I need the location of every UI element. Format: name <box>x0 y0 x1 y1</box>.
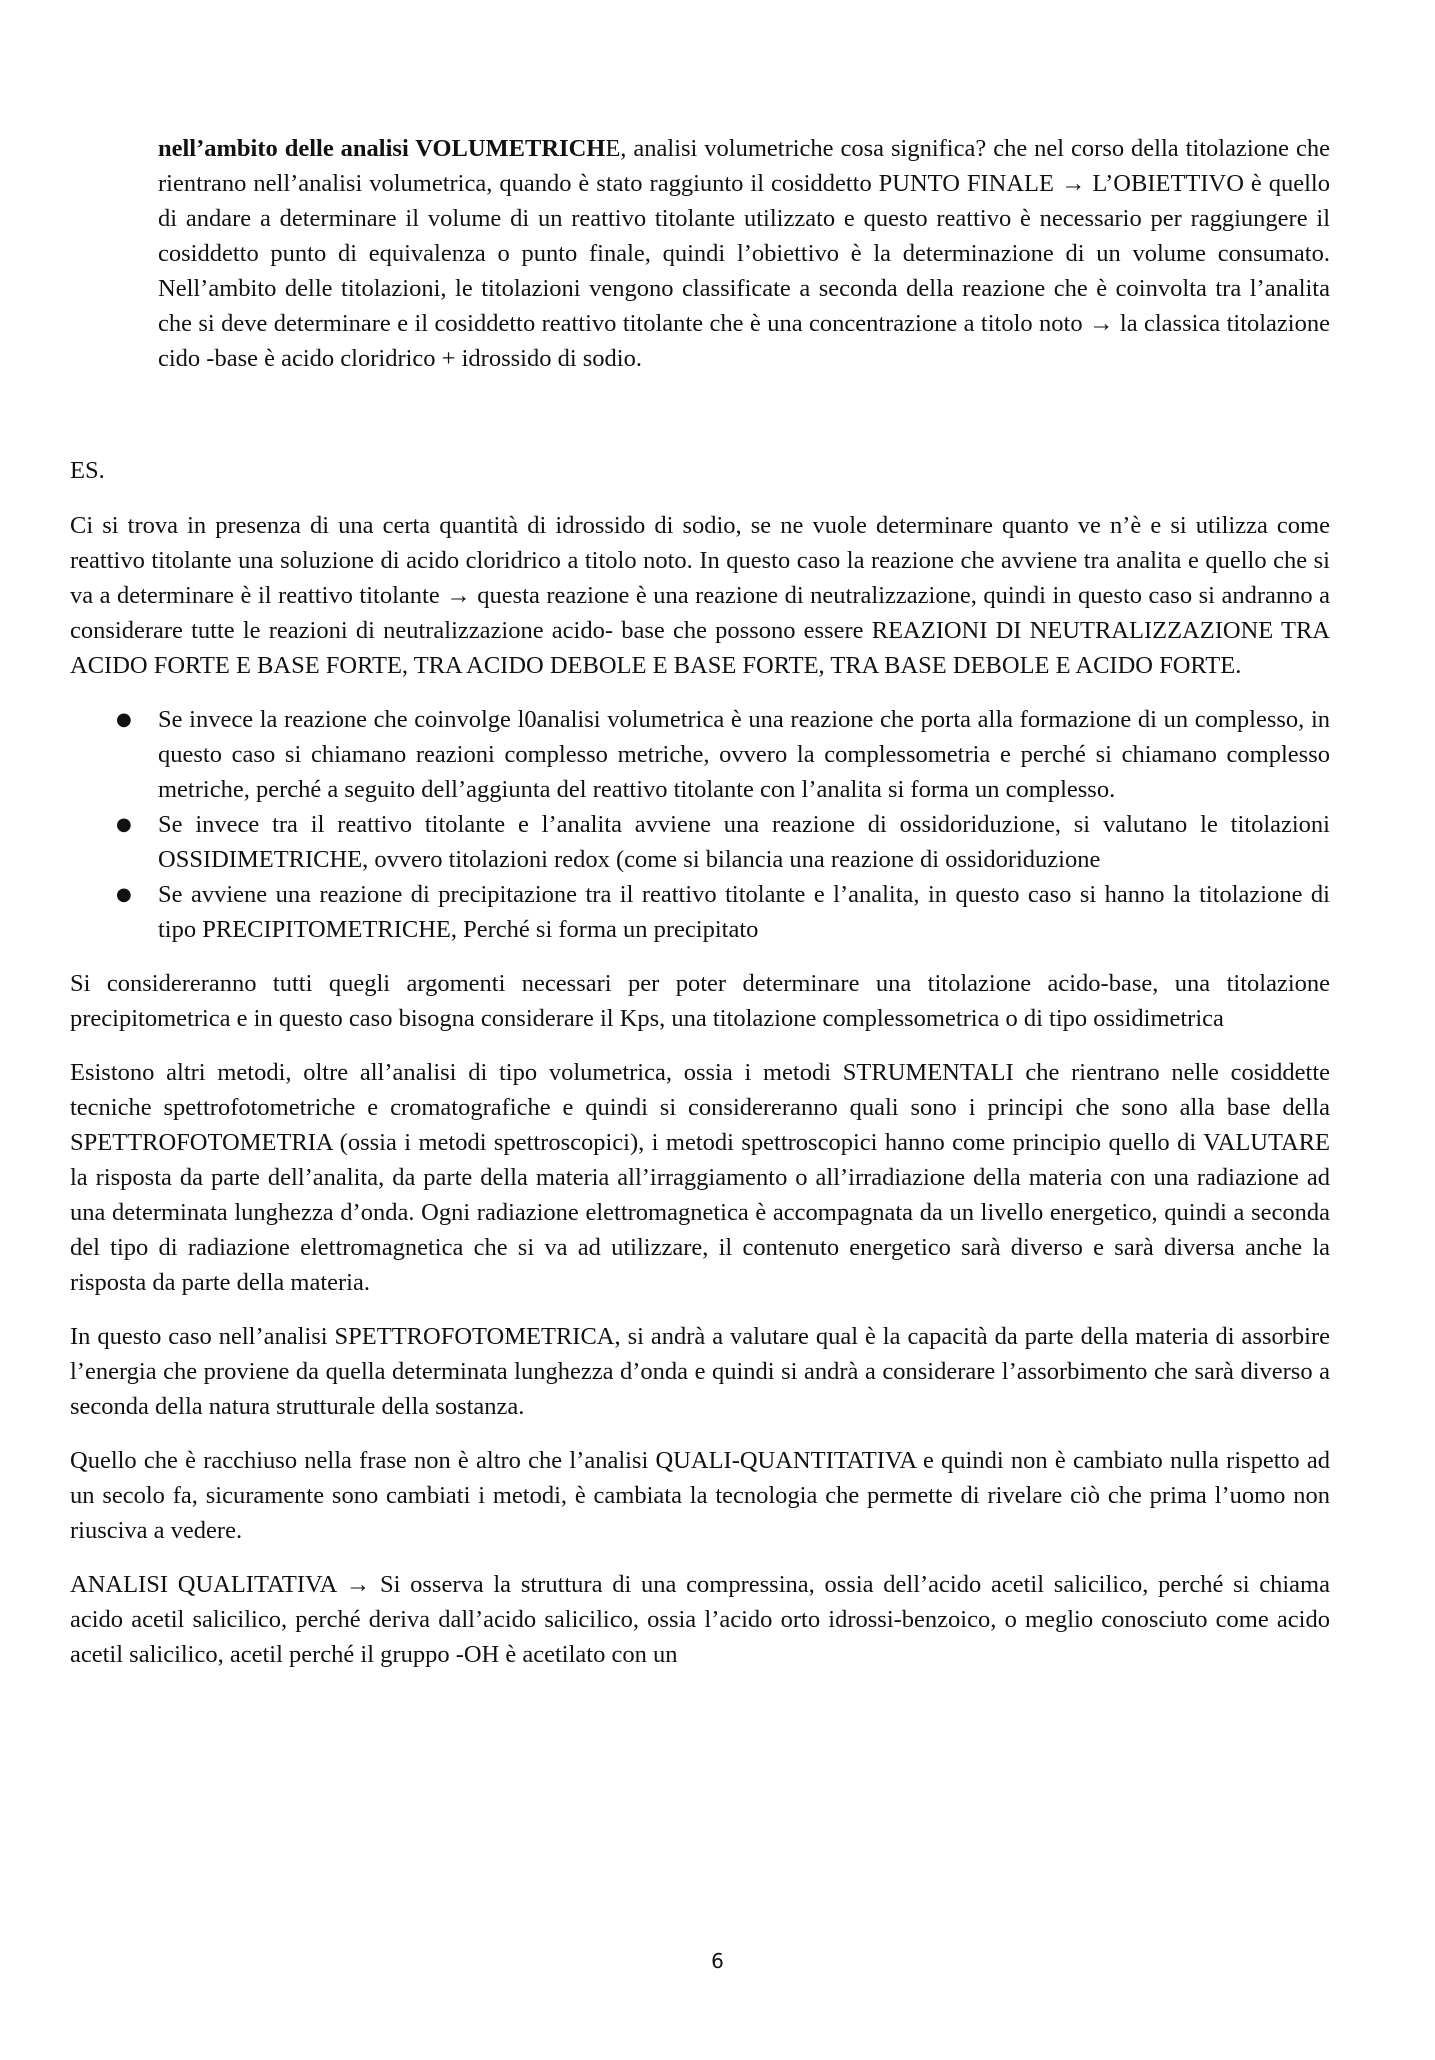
page-number: 6 <box>711 1949 724 1973</box>
bullet-icon: ● <box>116 709 132 730</box>
instrumental-methods-paragraph: Esistono altri metodi, oltre all’analisi di tipo volumetrica, ossia i metodi STRUMENTALI che rientrano nelle cosiddette tecniche spettrofotometriche e cromatografiche e quindi si considereranno quali sono i principi che sono alla base della SPETTROFOTOMETRIA (ossia i metodi spettroscopici), i metodi spettroscopici hanno come principio quello di VALUTARE la risposta da parte dell’analita, da parte della materia all’irraggiamento o all’irradiazione della materia con una radiazione ad una determinata lunghezza d’onda. Ogni radiazione elettromagnetica è accompagnata da un livello energetico, quindi a seconda del tipo di radiazione elettromagnetica che si va ad utilizzare, il contenuto energetico sarà diverso e sarà diversa anche la risposta da parte della materia. <box>70 1059 1330 1296</box>
bullet-icon: ● <box>116 814 132 835</box>
qualitative-analysis-paragraph: ANALISI QUALITATIVA → Si osserva la struttura di una compressina, ossia dell’acido acetil salicilico, perché si chiama acido acetil salicilico, perché deriva dall’acido salicilico, ossia l’acido orto idrossi-benzoico, o meglio conosciuto come acido acetil salicilico, acetil perché il gruppo -OH è acetilato con un <box>70 1571 1330 1668</box>
list-item-text: Se avviene una reazione di precipitazione tra il reattivo titolante e l’analita, in questo caso si hanno la titolazione di tipo PRECIPITOMETRICHE, Perché si forma un precipitato <box>158 881 1330 943</box>
list-item-text: Se invece la reazione che coinvolge l0analisi volumetrica è una reazione che porta alla formazione di un complesso, in questo caso si chiamano reazioni complesso metriche, ovvero la complessometria e perché si chiamano complesso metriche, perché a seguito dell’aggiunta del reattivo titolante con l’analita si forma un complesso. <box>158 706 1330 803</box>
list-item <box>70 702 1330 807</box>
body-block <box>70 508 1330 1691</box>
titration-types-list <box>70 702 1330 947</box>
quali-quantitative-paragraph: Quello che è racchiuso nella frase non è altro che l’analisi QUALI-QUANTITATIVA e quindi non è cambiato nulla rispetto ad un secolo fa, sicuramente sono cambiati i metodi, è cambiata la tecnologia che permette di rivelare ciò che prima l’uomo non riusciva a vedere. <box>70 1447 1330 1544</box>
consider-paragraph: Si considereranno tutti quegli argomenti necessari per poter determinare una titolazione acido-base, una titolazione precipitometrica e in questo caso bisogna considerare il Kps, una titolazione complessometrica o di tipo ossidimetrica <box>70 970 1330 1032</box>
example-label: ES. <box>70 457 105 484</box>
list-item <box>70 807 1330 877</box>
intro-text: E, analisi volumetriche cosa significa? che nel corso della titolazione che rientrano nell’analisi volumetrica, quando è stato raggiunto il cosiddetto PUNTO FINALE → L’OBIETTIVO è quello di andare a determinare il volume di un reattivo titolante utilizzato e questo reattivo è necessario per raggiungere il cosiddetto punto di equivalenza o punto finale, quindi l’obiettivo è la determinazione di un volume consumato. Nell’ambito delle titolazioni, le titolazioni vengono classificate a seconda della reazione che è coinvolta tra l’analita che si deve determinare e il cosiddetto reattivo titolante che è una concentrazione a titolo noto → la classica titolazione cido -base è acido cloridrico + idrossido di sodio. <box>158 135 1330 372</box>
bullet-icon: ● <box>116 884 132 905</box>
intro-paragraph <box>158 131 1330 376</box>
example-paragraph: Ci si trova in presenza di una certa quantità di idrossido di sodio, se ne vuole determinare quanto ve n’è e si utilizza come reattivo titolante una soluzione di acido cloridrico a titolo noto. In questo caso la reazione che avviene tra analita e quello che si va a determinare è il reattivo titolante → questa reazione è una reazione di neutralizzazione, quindi in questo caso si andranno a considerare tutte le reazioni di neutralizzazione acido- base che possono essere REAZIONI DI NEUTRALIZZAZIONE TRA ACIDO FORTE E BASE FORTE, TRA ACIDO DEBOLE E BASE FORTE, TRA BASE DEBOLE E ACIDO FORTE. <box>70 512 1330 679</box>
intro-bold-text: nell’ambito delle analisi VOLUMETRICH <box>158 135 606 162</box>
list-item <box>70 877 1330 947</box>
list-item-text: Se invece tra il reattivo titolante e l’analita avviene una reazione di ossidoriduzione, si valutano le titolazioni OSSIDIMETRICHE, ovvero titolazioni redox (come si bilancia una reazione di ossidoriduzione <box>158 811 1330 873</box>
spectrophotometric-paragraph: In questo caso nell’analisi SPETTROFOTOMETRICA, si andrà a valutare qual è la capacità da parte della materia di assorbire l’energia che proviene da quella determinata lunghezza d’onda e quindi si andrà a considerare l’assorbimento che sarà diverso a seconda della natura strutturale della sostanza. <box>70 1323 1330 1420</box>
